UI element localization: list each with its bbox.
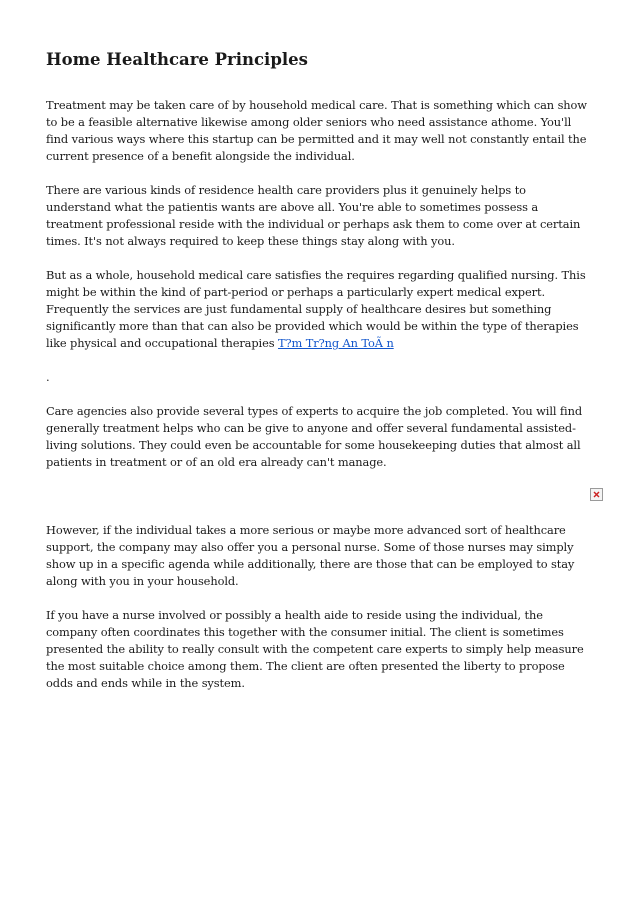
paragraph-dot: . xyxy=(46,370,50,384)
inline-link[interactable]: T?m Tr?ng An ToÃ n xyxy=(278,336,394,350)
document-page xyxy=(46,48,594,709)
paragraph-3 xyxy=(46,267,594,352)
paragraph-5: However, if the individual takes a more serious or maybe more advanced sort of healthcare support, the company may also offer you a personal nurse. Some of those nurses may simply show up in a specific agenda while additionally, there are those that can be employed to stay along with you in your household. xyxy=(46,523,575,588)
paragraph-4: Care agencies also provide several types of experts to acquire the job completed. You will find generally treatment helps who can be give to anyone and offer several fundamental assisted-living solutions. They could even be accountable for some housekeeping duties that almost all patients in treatment or of an old era already can't manage. xyxy=(46,404,583,469)
image-row xyxy=(46,488,594,505)
broken-image-icon xyxy=(590,488,603,501)
paragraph-1: Treatment may be taken care of by household medical care. That is something which can show to be a feasible alternative likewise among older seniors who need assistance athome. You'll find various ways where this startup can be permitted and it may well not constantly entail the current presence of a benefit alongside the individual. xyxy=(46,98,587,163)
paragraph-2: There are various kinds of residence health care providers plus it genuinely helps to understand what the patientis wants are above all. You're able to sometimes possess a treatment professional reside with the individual or perhaps ask them to come over at certain times. It's not always required to keep these things stay along with you. xyxy=(46,183,581,248)
paragraph-3-text: But as a whole, household medical care satisfies the requires regarding qualified nursing. This might be within the kind of part-period or perhaps a particularly expert medical expert. Frequently the services are just fundamental supply of healthcare desires but something significantly more than that can also be provided which would be within the type of therapies like physical and occupational therapies xyxy=(46,268,586,350)
paragraph-6: If you have a nurse involved or possibly a health aide to reside using the individual, the company often coordinates this together with the consumer initial. The client is sometimes presented the ability to really consult with the competent care experts to simply help measure the most suitable choice among them. The client are often presented the liberty to propose odds and ends while in the system. xyxy=(46,608,584,690)
document-title: Home Healthcare Principles xyxy=(46,50,308,69)
